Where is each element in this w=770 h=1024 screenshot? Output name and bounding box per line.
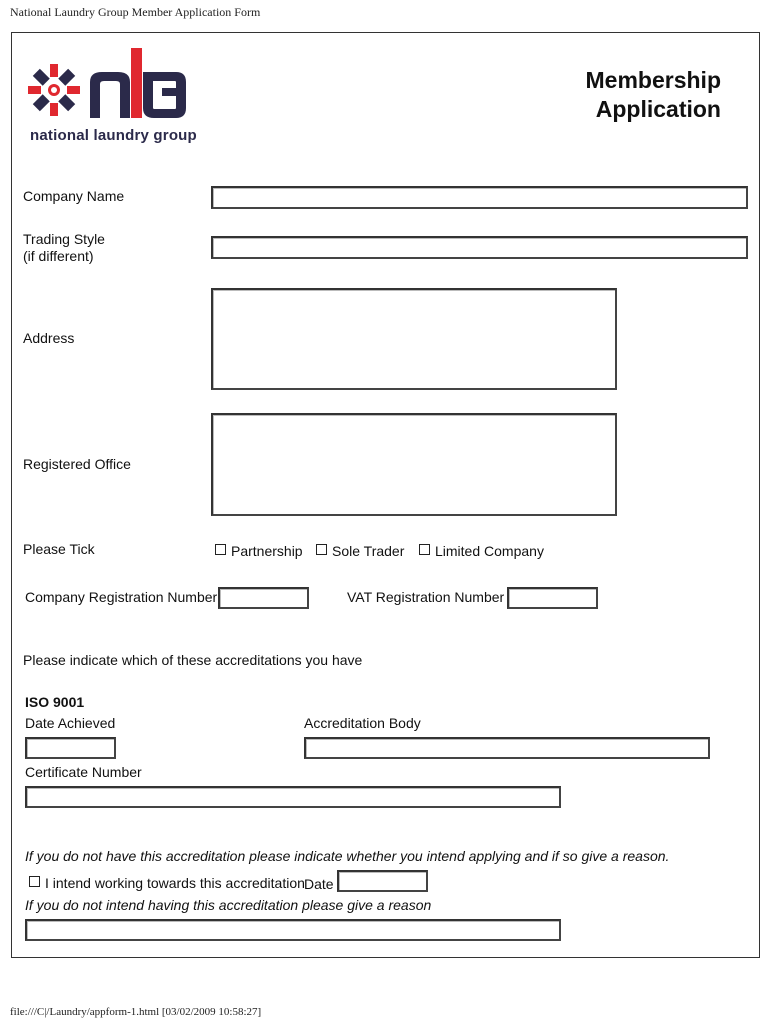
partnership-checkbox[interactable] bbox=[215, 544, 226, 555]
date-achieved-input[interactable] bbox=[25, 737, 116, 759]
address-label: Address bbox=[23, 330, 75, 346]
intend-date-label: Date bbox=[304, 876, 334, 892]
intend-date-input[interactable] bbox=[337, 870, 428, 892]
working-towards-checkbox[interactable] bbox=[29, 876, 40, 887]
trading-style-sublabel: (if different) bbox=[23, 248, 94, 264]
partnership-label: Partnership bbox=[231, 543, 303, 559]
sole-trader-label: Sole Trader bbox=[332, 543, 405, 559]
page-title-line2: Application bbox=[595, 96, 721, 122]
company-registration-input[interactable] bbox=[218, 587, 309, 609]
date-achieved-label: Date Achieved bbox=[25, 715, 116, 731]
address-textarea[interactable] bbox=[211, 288, 617, 390]
certificate-number-input[interactable] bbox=[25, 786, 561, 808]
company-name-input[interactable] bbox=[211, 186, 748, 209]
trading-style-label: Trading Style bbox=[23, 231, 105, 247]
company-registration-label: Company Registration Number bbox=[25, 589, 218, 605]
limited-company-checkbox[interactable] bbox=[419, 544, 430, 555]
logo-name: national laundry group bbox=[30, 127, 197, 144]
page-title-line1: Membership bbox=[585, 67, 721, 93]
iso-9001-heading: ISO 9001 bbox=[25, 694, 85, 710]
reason-note: If you do not intend having this accreditation please give a reason bbox=[25, 897, 432, 913]
certificate-number-label: Certificate Number bbox=[25, 764, 142, 780]
registered-office-label: Registered Office bbox=[23, 456, 131, 472]
page-footer: file:///C|/Laundry/appform-1.html [03/02/2009 10:58:27] bbox=[10, 1006, 262, 1018]
accreditation-prompt: Please indicate which of these accreditations you have bbox=[23, 652, 363, 668]
page-header: National Laundry Group Member Application Form bbox=[10, 5, 261, 19]
working-towards-label: I intend working towards this accreditation bbox=[45, 875, 305, 891]
sole-trader-checkbox[interactable] bbox=[316, 544, 327, 555]
trading-style-input[interactable] bbox=[211, 236, 748, 259]
accreditation-body-input[interactable] bbox=[304, 737, 710, 759]
vat-registration-label: VAT Registration Number bbox=[347, 589, 505, 605]
registered-office-textarea[interactable] bbox=[211, 413, 617, 516]
company-name-label: Company Name bbox=[23, 188, 125, 204]
page-title bbox=[586, 66, 721, 124]
vat-registration-input[interactable] bbox=[507, 587, 598, 609]
limited-company-label: Limited Company bbox=[435, 543, 544, 559]
please-tick-label: Please Tick bbox=[23, 541, 95, 557]
intend-applying-note: If you do not have this accreditation please indicate whether you intend applying and if so give a reason. bbox=[25, 848, 670, 864]
reason-input[interactable] bbox=[25, 919, 561, 941]
accreditation-body-label: Accreditation Body bbox=[304, 715, 421, 731]
